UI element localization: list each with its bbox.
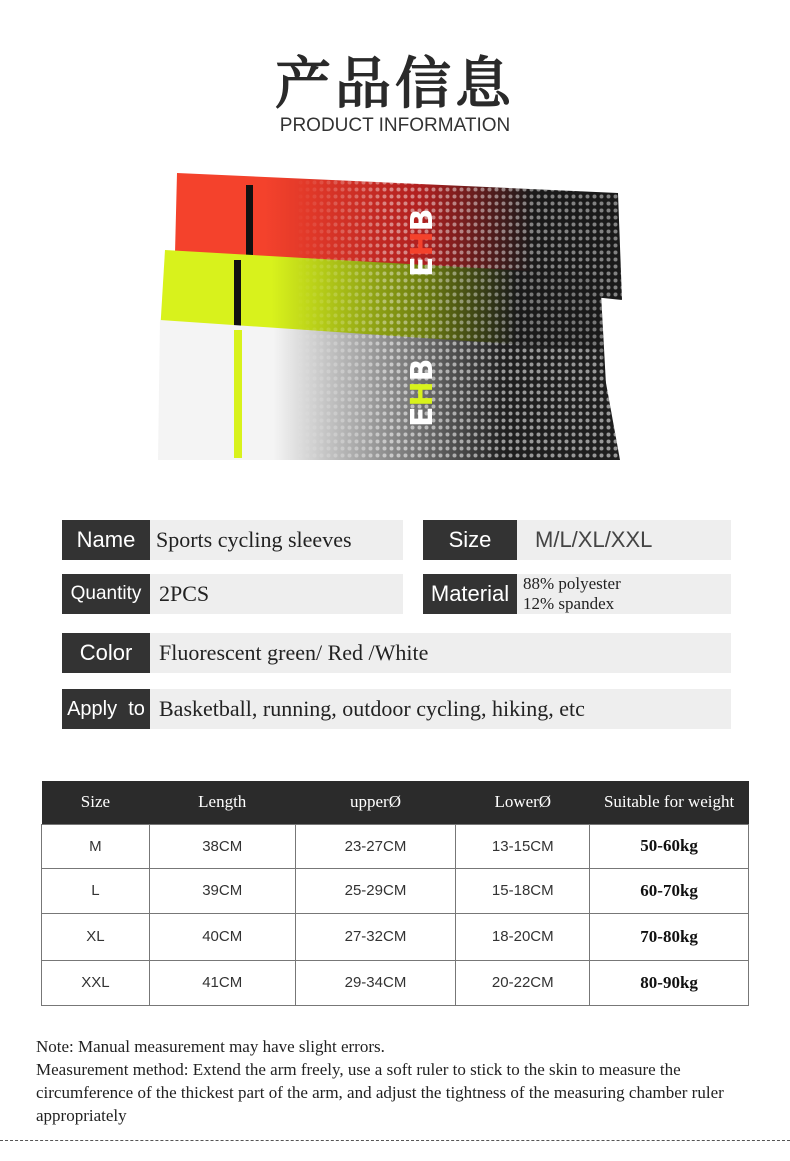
name-label: Name [62, 520, 150, 560]
cell: 60-70kg [590, 868, 749, 913]
cell: 20-22CM [456, 960, 590, 1005]
cell: XL [42, 913, 150, 960]
material-line1: 88% polyester [523, 574, 621, 593]
header-upper: upperØ [295, 781, 456, 824]
quantity-value: 2PCS [150, 574, 403, 614]
arm-sleeves-image [150, 165, 630, 470]
cell: 70-80kg [590, 913, 749, 960]
measurement-method: Measurement method: Extend the arm freely, use a soft ruler to stick to the skin to measure the circumference of the thickest part of the arm, and adjust the tightness of the measuring chamber ruler appropriately [36, 1060, 724, 1125]
table-row [42, 960, 749, 1005]
header-size: Size [42, 781, 150, 824]
cell: 13-15CM [456, 824, 590, 868]
note-line: Note: Manual measurement may have slight errors. [36, 1037, 385, 1056]
header-length: Length [149, 781, 295, 824]
page-subtitle: PRODUCT INFORMATION [279, 115, 511, 136]
cell: 15-18CM [456, 868, 590, 913]
name-value: Sports cycling sleeves [150, 520, 403, 560]
cell: 27-32CM [295, 913, 456, 960]
dashed-divider [0, 1140, 790, 1141]
cell: 25-29CM [295, 868, 456, 913]
size-label: Size [423, 520, 517, 560]
cell: 50-60kg [590, 824, 749, 868]
material-line2: 12% spandex [523, 594, 615, 613]
cell: 29-34CM [295, 960, 456, 1005]
color-label: Color [62, 633, 150, 673]
table-row [42, 824, 749, 868]
svg-text:EHB: EHB [405, 208, 440, 277]
svg-text:EHB: EHB [405, 358, 440, 427]
cell: L [42, 868, 150, 913]
material-label: Material [423, 574, 517, 614]
cell: 38CM [149, 824, 295, 868]
table-header-row [42, 781, 749, 824]
header-lower: LowerØ [456, 781, 590, 824]
cell: 40CM [149, 913, 295, 960]
page-title: 产品信息 [275, 52, 515, 117]
cell: XXL [42, 960, 150, 1005]
material-value [517, 574, 731, 614]
cell: 41CM [149, 960, 295, 1005]
cell: 39CM [149, 868, 295, 913]
cell: M [42, 824, 150, 868]
size-value: M/L/XL/XXL [517, 520, 731, 560]
table-row [42, 913, 749, 960]
table-row [42, 868, 749, 913]
header-weight: Suitable for weight [590, 781, 749, 824]
cell: 18-20CM [456, 913, 590, 960]
notes [36, 1035, 756, 1127]
apply-value: Basketball, running, outdoor cycling, hiking, etc [150, 689, 731, 729]
apply-label: Apply to [62, 689, 150, 729]
quantity-label: Quantity [62, 574, 150, 614]
size-table [41, 781, 749, 1006]
cell: 80-90kg [590, 960, 749, 1005]
cell: 23-27CM [295, 824, 456, 868]
color-value: Fluorescent green/ Red /White [150, 633, 731, 673]
